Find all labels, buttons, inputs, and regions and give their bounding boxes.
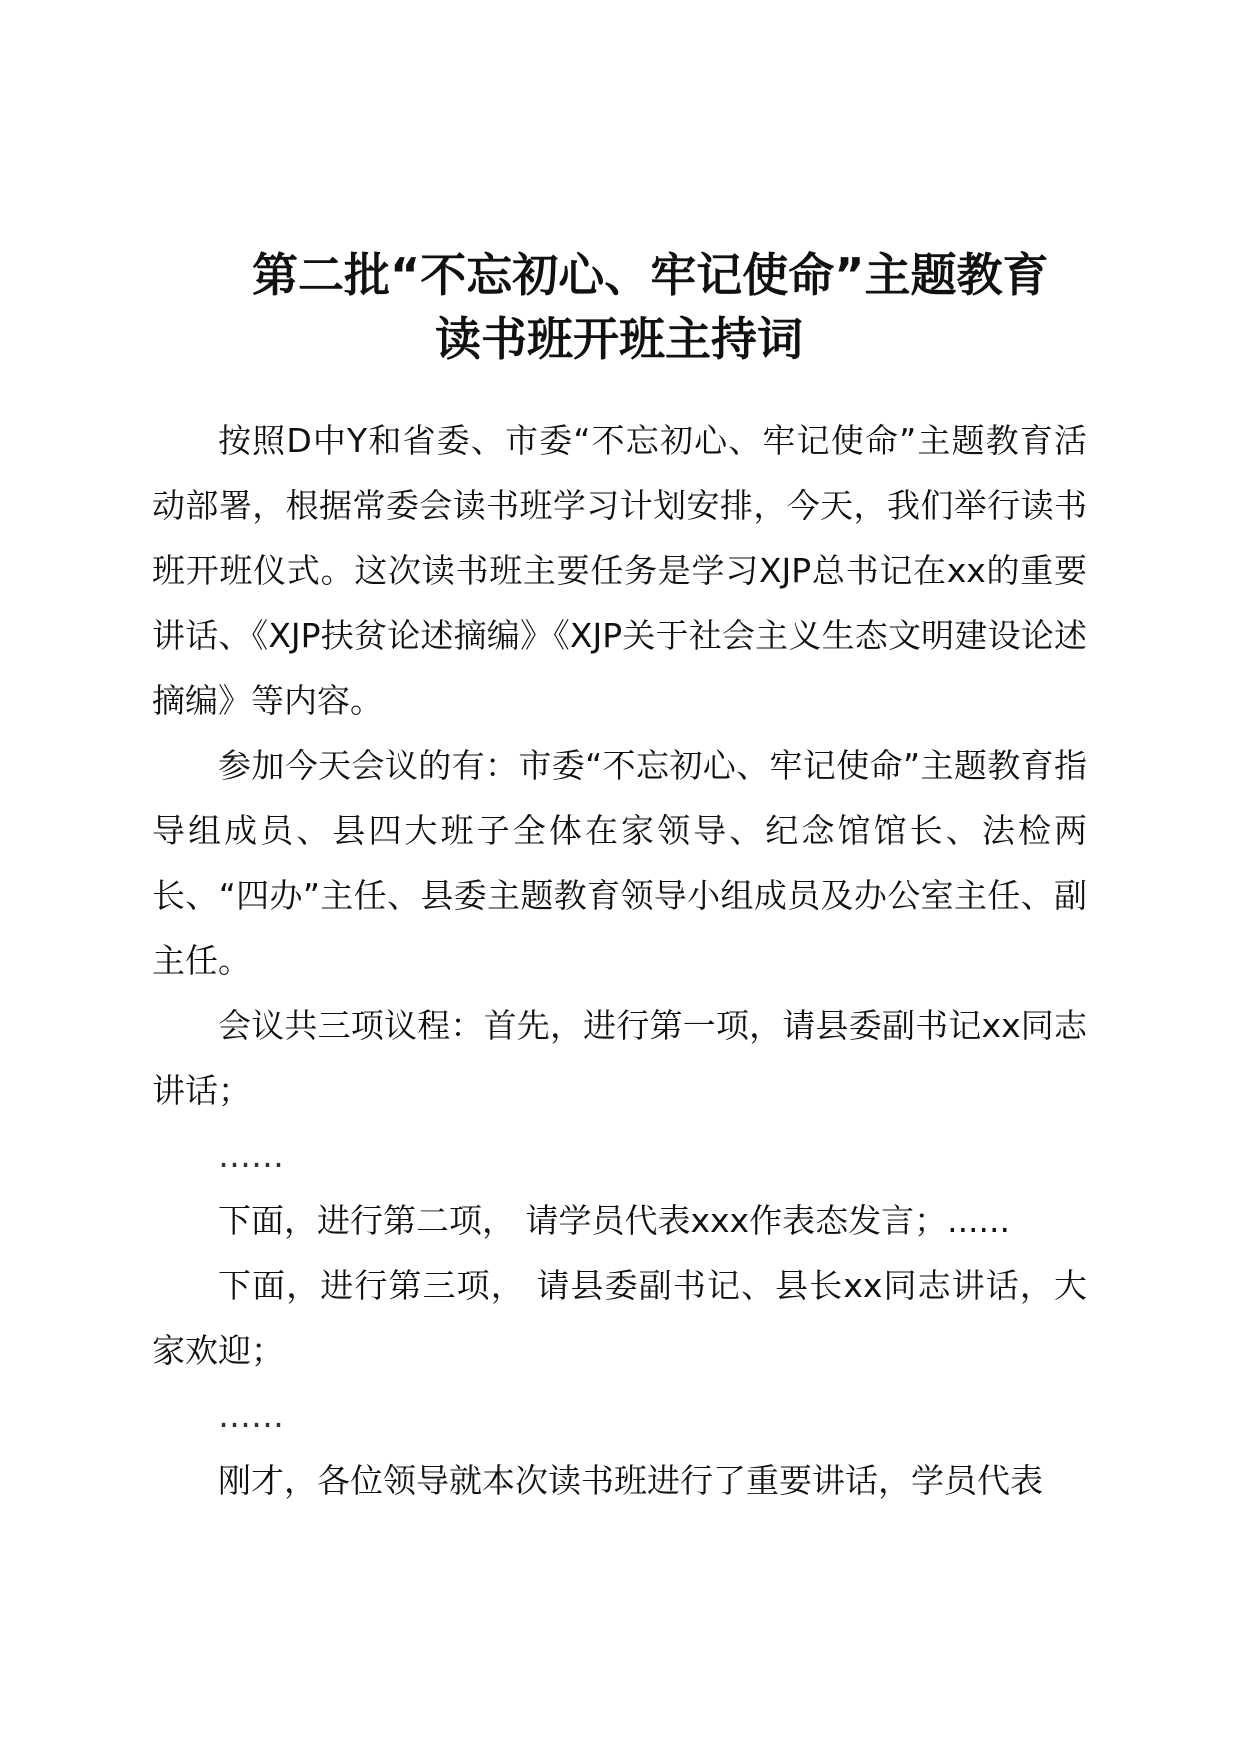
title-line-1: 第二批“不忘初心、牢记使命”主题教育 (252, 248, 1049, 302)
paragraph-ellipsis-1: …… (218, 1136, 284, 1175)
paragraph-intro: 按照D中Y和省委、市委“不忘初心、牢记使命”主题教育活动部署，根据常委会读书班学习计划安排，今天，我们举行读书班开班仪式。这次读书班主要任务是学习XJP总书记在xx的重要讲话、《XJP扶贫论述摘编》《XJP关于社会主义生态文明建设论述摘编》等内容。 (152, 421, 1087, 720)
paragraph-ellipsis-2: …… (218, 1396, 284, 1435)
paragraph-closing: 刚才，各位领导就本次读书班进行了重要讲话，学员代表 (218, 1461, 1043, 1500)
paragraph-agenda-item-2: 下面，进行第二项， 请学员代表xxx作表态发言；...... (218, 1201, 1011, 1240)
title-line-2: 读书班开班主持词 (435, 312, 803, 366)
document-title (150, 243, 1090, 371)
paragraph-agenda-item-1: 会议共三项议程：首先，进行第一项，请县委副书记xx同志讲话； (152, 1006, 1087, 1110)
paragraph-attendees: 参加今天会议的有：市委“不忘初心、牢记使命”主题教育指导组成员、县四大班子全体在家领导、纪念馆馆长、法检两长、“四办”主任、县委主题教育领导小组成员及办公室主任、副主任。 (152, 746, 1087, 980)
paragraph-agenda-item-3: 下面，进行第三项， 请县委副书记、县长xx同志讲话，大家欢迎； (152, 1266, 1087, 1370)
document-body (152, 408, 1087, 1513)
